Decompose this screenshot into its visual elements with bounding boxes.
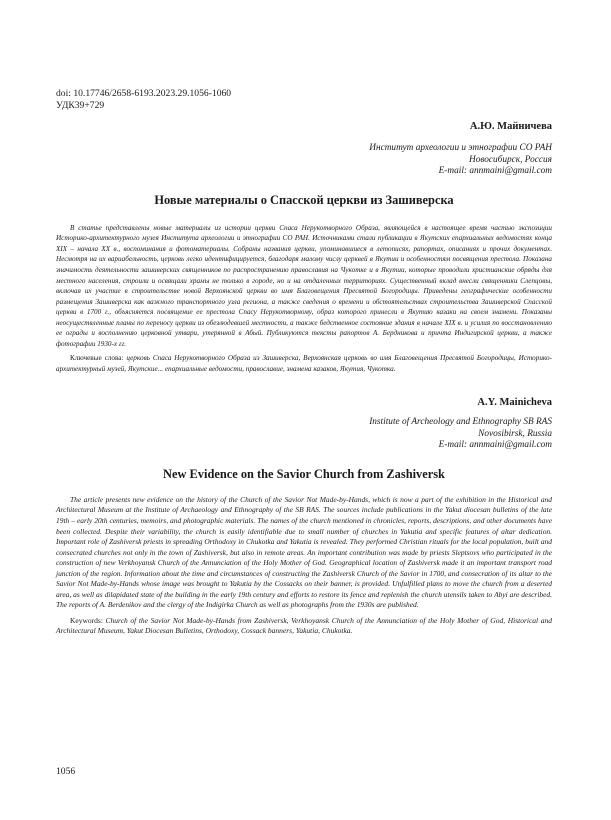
keywords-ru xyxy=(56,353,552,374)
keywords-en-label: Keywords: xyxy=(70,615,106,625)
title-ru: Новые материалы о Спасской церкви из Зашиверска xyxy=(154,192,454,207)
author-en: A.Y. Mainicheva xyxy=(477,397,552,409)
keywords-ru-list: церковь Спаса Нерукотворного Образа из Зашиверска, Верхоянская церковь во имя Благовещения Пресвятой Богородицы, Историко-архитектурный музей, Якутские... епархиальные ведомости, православие, знамена казаков, Якутия, Чукотка. xyxy=(56,354,552,373)
affiliation-en xyxy=(56,417,552,452)
keywords-en-list: Church of the Savior Not Made-by-Hands from Zashiversk, Verkhoyansk Church of the Annunciation of the Holy Mother of God, Historical and Architectural Museum, Yakut Diocesan Bulletins, Orthodoxy, Cossack banners, Yakutia, Chukotka. xyxy=(56,615,552,636)
affiliation-ru xyxy=(56,143,552,178)
udk-line: УДК39+729 xyxy=(56,100,105,111)
abstract-en: The article presents new evidence on the history of the Church of the Savior Not Made-by-Hands, which is now a part of the exhibition in the Historical and Architectural Museum at the Institute of Archaeology and Ethnography of the SB RAS. The sources include publications in the Yakut diocesan bulletins of the late 19th – early 20th centuries, memoirs, and photographic materials. The names of the church mentioned in chronicles, reports, descriptions, and other documents have been collected. Despite their variability, the church is easily identifiable due to small number of churches in Yakutia and specific features of altar dedication. Important role of Zashiversk priests in spreading Orthodoxy in Chukotka and Yakutia is revealed. They performed Christian rituals for the local population, built and consecrated churches not only in the town of Zashiversk, but also in remote areas. An important contribution was made by priests Sleptsovs who participated in the construction of new Verkhoyansk Church of the Annunciation of the Holy Mother of God. Geographical location of Zashiversk made it an important transport road junction of the region. Information about the time and circumstances of constructing the Zashiversk Church of the Savior in 1700, and consecration of its altar to the Savior Not Made-by-Hands whose image was brought to Yakutia by the Cossacks on their banner, is provided. Unfulfilled plans to move the church from a deserted area, as well as dilapidated state of the building in the early 19th century and efforts to restore its fence and replenish the church utensils taken to Abyi are described. The reports of A. Berdenikov and the clergy of the Indigirka Church as well as photographs from the 1930s are published. xyxy=(56,494,552,610)
doi-line: doi: 10.17746/2658-6193.2023.29.1056-1060 xyxy=(56,88,232,99)
affiliation-ru-city: Новосибирск, Россия xyxy=(468,154,552,165)
title-en: New Evidence on the Savior Church from Zashiversk xyxy=(163,466,445,481)
affiliation-ru-institute: Институт археологии и этнографии СО РАН xyxy=(369,143,552,153)
keywords-en xyxy=(56,616,552,637)
affiliation-en-email: E-mail: annmaini@gmail.com xyxy=(438,440,552,451)
affiliation-en-institute: Institute of Archeology and Ethnography SB RAS xyxy=(369,417,552,428)
author-ru: А.Ю. Майничева xyxy=(469,121,552,132)
article-first-page xyxy=(56,88,552,637)
abstract-ru: В статье представлены новые материалы из истории церкви Спаса Нерукотворного Образа, являющейся в настоящее время частью экспозиции Историко-архитектурного музея Института археологии и этнографии СО РАН. Источниками стали публикации в Якутских епархиальных ведомостях конца XIX – начала XX в., воспоминания и фотоматериалы. Собраны названия церкви, упоминавшиеся в летописях, рапортах, описаниях и прочих документах. Несмотря на их вариабельность, церковь легко идентифицируется, благодаря малому числу церквей в Якутии и особенностям посвящения престола. Показана значимость деятельности зашиверских священников по распространению православия на Чукотке и в Якутии, которые проводили христианские обряды для местного населения, строили и освящали храмы не только в городе, но и на отдаленных территориях. Существенный вклад внесли священники Слепцовы, включая их участие в строительстве новой Верхоянской церкви во имя Благовещения Пресвятой Богородицы. Приведены географические особенности размещения Зашиверска как важного транспортного узла региона, а также сведения о времени и обстоятельствах строительства Зашиверской Спасской церкви в 1700 г., объясняется посвящение ее престола Спасу Нерукотворному, образ которого принесли в Якутию казаки на своем знамени. Показаны неосуществленные планы по переносу церкви из обезлюдевшей местности, а также бедственное состояние здания в начале XIX в. и усилия по восстановлению ее ограды и восполнению церковной утвари, утерянной в Абый. Публикуются тексты рапортов А. Бердникова и причта Индигирской церкви, а также фотографии 1930-х гг. xyxy=(56,223,552,348)
page-number: 1056 xyxy=(56,766,76,777)
affiliation-ru-email: E-mail: annmaini@gmail.com xyxy=(438,166,552,177)
affiliation-en-city: Novosibirsk, Russia xyxy=(478,428,552,439)
keywords-ru-label: Ключевые слова: xyxy=(70,354,127,363)
